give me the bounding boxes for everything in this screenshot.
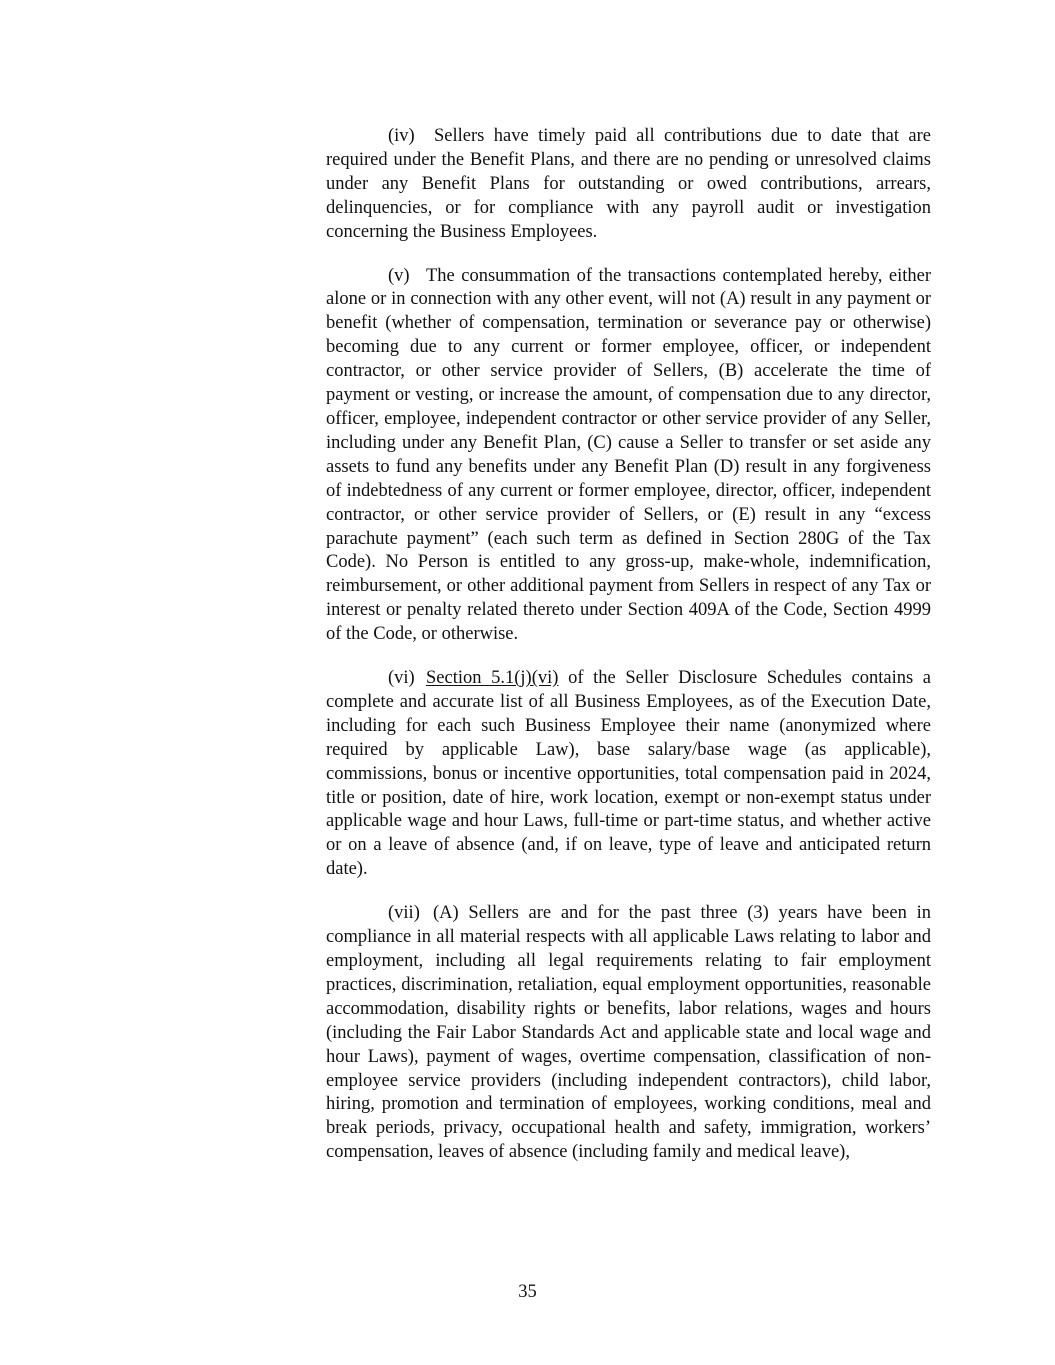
page-number: 35 — [518, 1282, 537, 1302]
paragraph-iv — [326, 125, 931, 245]
body-text-column — [326, 125, 931, 1185]
paragraph-vii — [326, 902, 931, 1165]
paragraph-text: Sellers have timely paid all contributions due to date that are required under the Benefit Plans, and there are no pending or unresolved claims under any Benefit Plans for outstanding or owed contributions, arrears, delinquencies, or for compliance with any payroll audit or investigation concerning the Business Employees. — [326, 126, 931, 242]
paragraph-number: (v) — [388, 265, 410, 286]
section-reference: Section 5.1(j)(vi) — [426, 668, 559, 689]
paragraph-text: The consummation of the transactions contemplated hereby, either alone or in connection with any other event, will not (A) result in any payment or benefit (whether of compensation, termination or severance pay or otherwise) becoming due to any current or former employee, officer, or independent contractor, or other service provider of Sellers, (B) accelerate the time of payment or vesting, or increase the amount, of compensation due to any director, officer, employee, independent contractor or other service provider of any Seller, including under any Benefit Plan, (C) cause a Seller to transfer or set aside any assets to fund any benefits under any Benefit Plan (D) result in any forgiveness of indebtedness of any current or former employee, director, officer, independent contractor, or other service provider of Sellers, or (E) result in any “excess parachute payment” (each such term as defined in Section 280G of the Tax Code). No Person is entitled to any gross-up, make-whole, indemnification, reimbursement, or other additional payment from Sellers in respect of any Tax or interest or penalty related thereto under Section 409A of the Code, Section 4999 of the Code, or otherwise. — [326, 265, 931, 645]
paragraph-number: (iv) — [388, 126, 415, 146]
paragraph-vi — [326, 667, 931, 882]
paragraph-text: (A) Sellers are and for the past three (3) years have been in compliance in all material respects with all applicable Laws relating to labor and employment, including all legal requirements relating to fair employment practices, discrimination, retaliation, equal employment opportunities, reasonable accommodation, disability rights or benefits, labor relations, wages and hours (including the Fair Labor Standards Act and applicable state and local wage and hour Laws), payment of wages, overtime compensation, classification of non-employee service providers (including independent contractors), child labor, hiring, promotion and termination of employees, working conditions, meal and break periods, privacy, occupational health and safety, immigration, workers’ compensation, leaves of absence (including family and medical leave), — [326, 903, 931, 1163]
paragraph-number: (vi) — [388, 668, 415, 689]
paragraph-v — [326, 265, 931, 648]
paragraph-text: of the Seller Disclosure Schedules contains a complete and accurate list of all Business Employees, as of the Execution Date, including for each such Business Employee their name (anonymized where required by applicable Law), base salary/base wage (as applicable), commissions, bonus or incentive opportunities, total compensation paid in 2024, title or position, date of hire, work location, exempt or non-exempt status under applicable wage and hour Laws, full-time or part-time status, and whether active or on a leave of absence (and, if on leave, type of leave and anticipated return date). — [326, 668, 931, 880]
paragraph-number: (vii) — [388, 903, 420, 924]
